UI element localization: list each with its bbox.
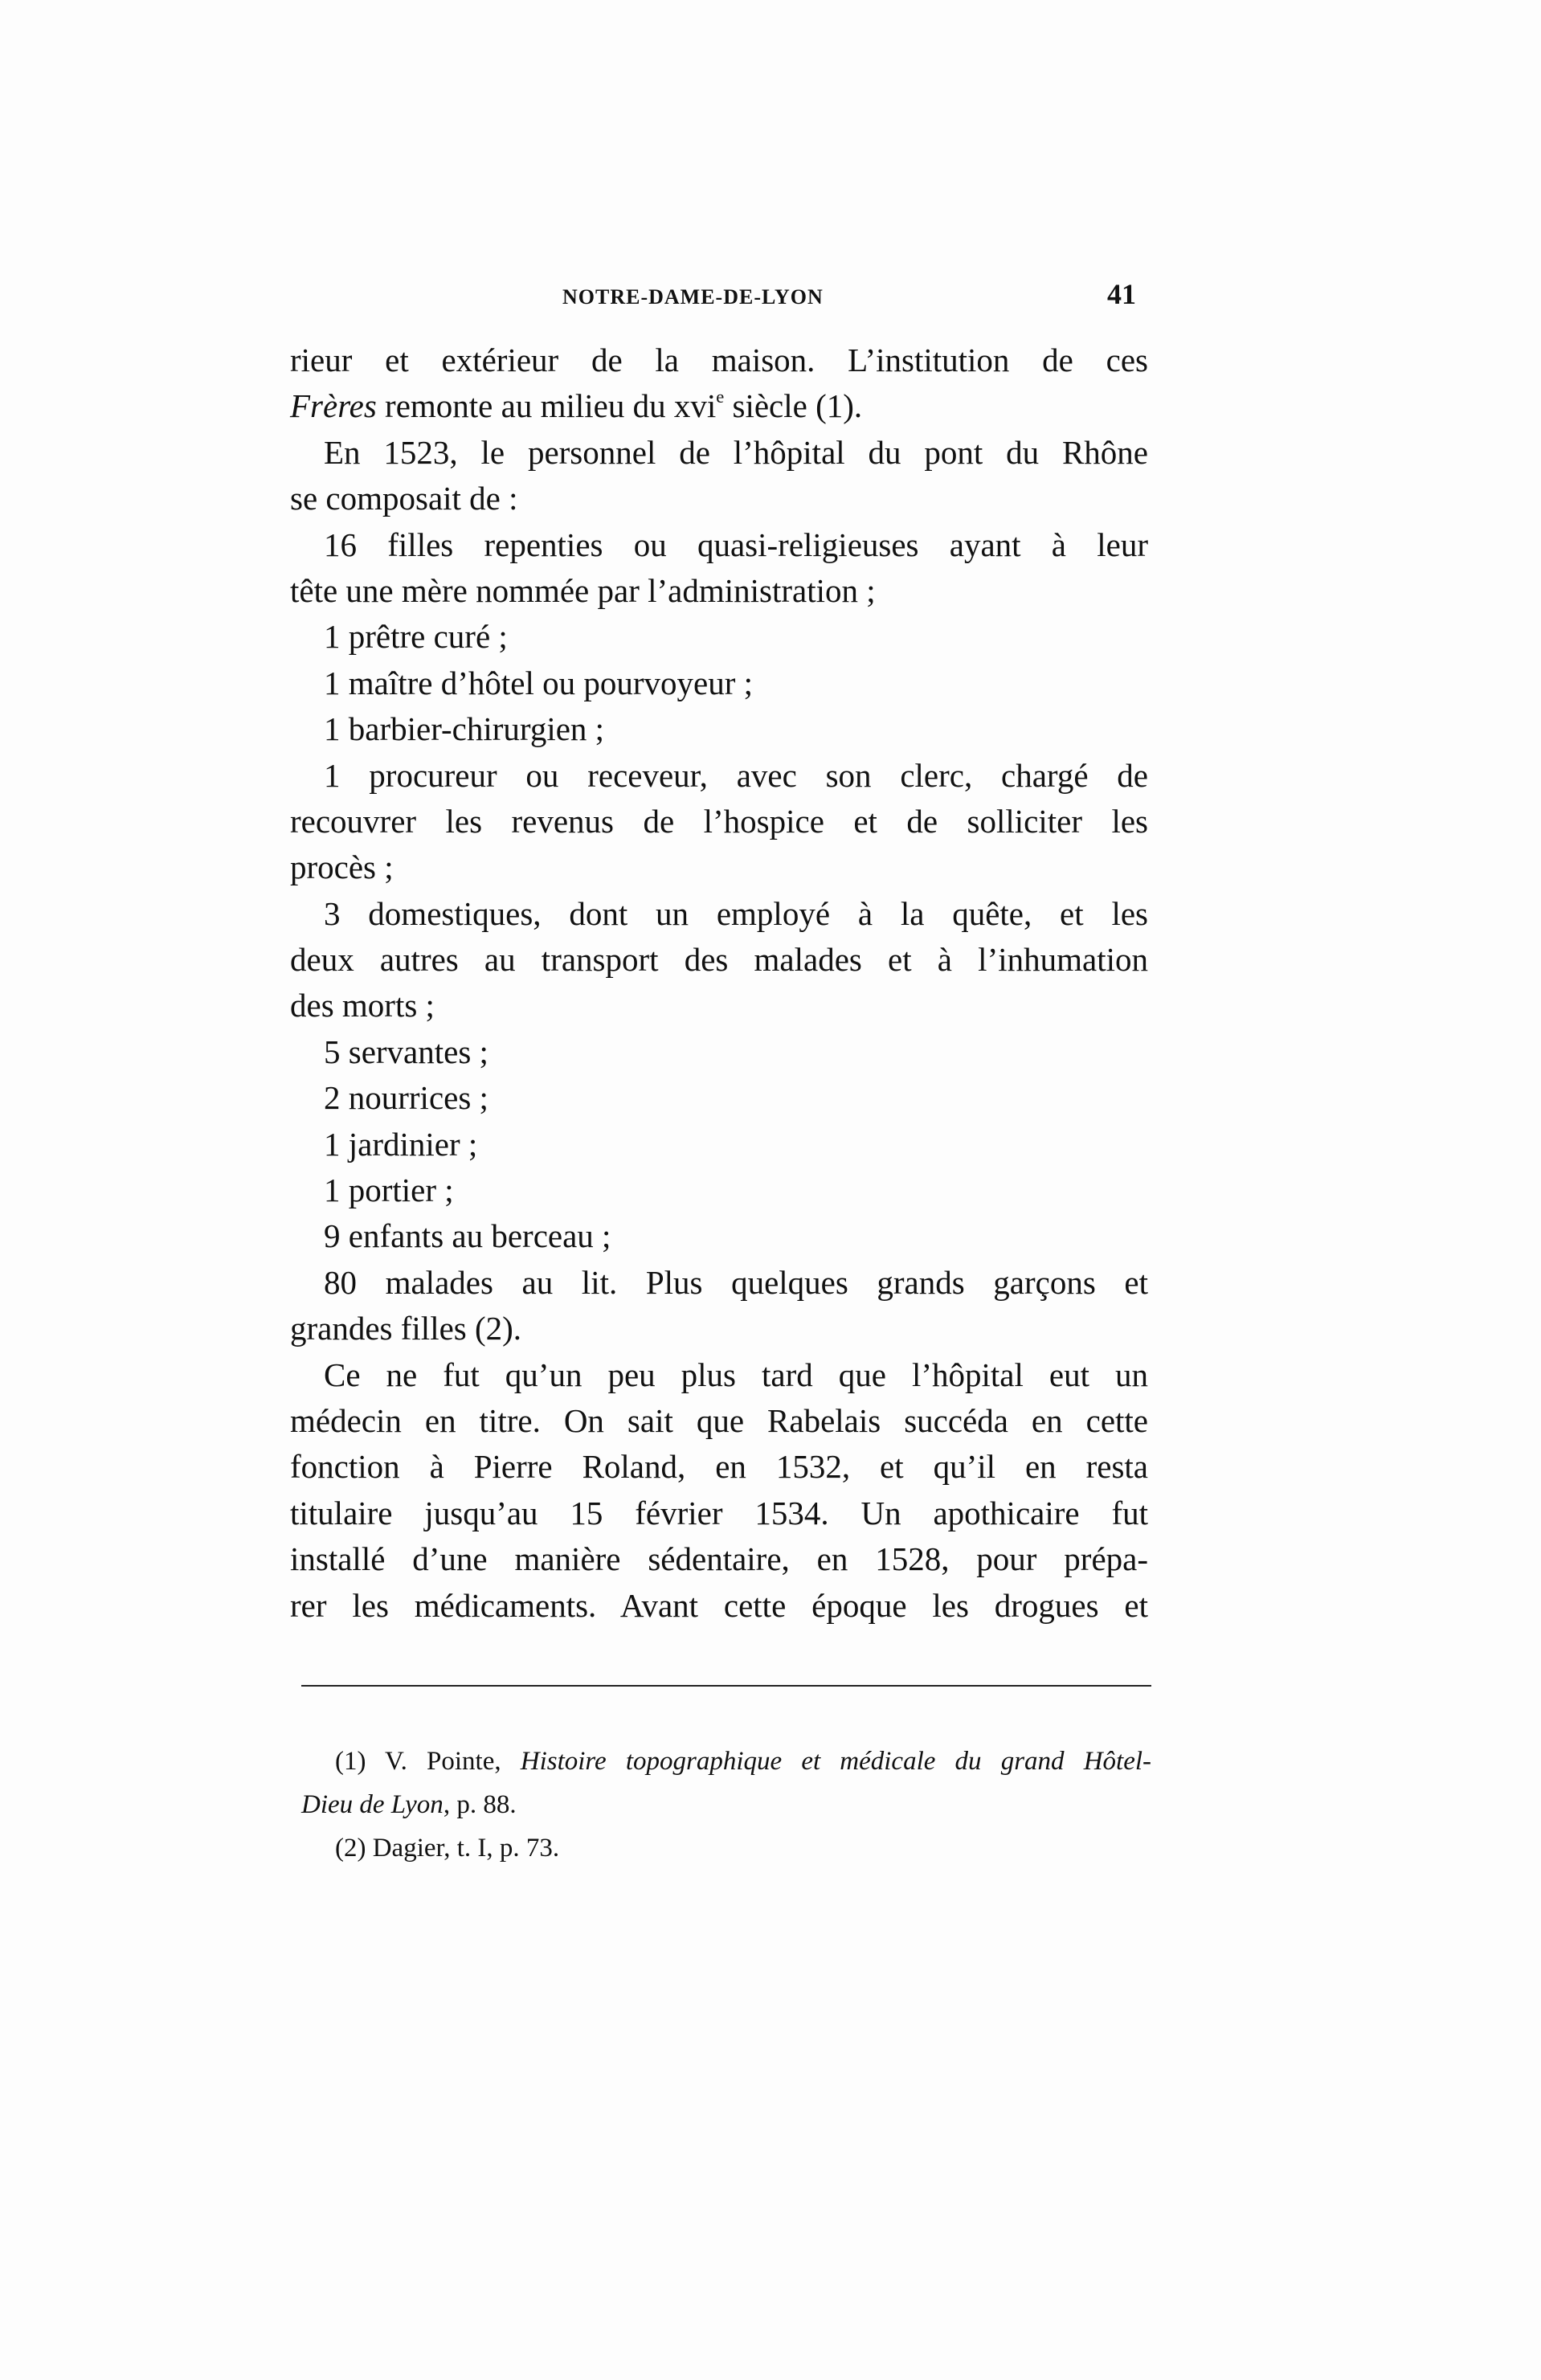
text-line [290,1306,1148,1352]
text-segment: 5 servantes ; [324,1033,488,1070]
text-line [290,430,1148,476]
text-line [290,1260,1148,1306]
text-line [290,522,1148,568]
text-line [290,983,1148,1028]
text-segment: En 1523, le personnel de l’hôpital du pont du Rhône [324,433,1148,471]
text-segment: , p. 88. [443,1790,517,1819]
text-segment: 1 jardinier ; [324,1125,478,1163]
text-segment: rer les médicaments. Avant cette époque les drogues et [290,1586,1148,1624]
text-segment: 1 barbier-chirurgien ; [324,710,605,748]
text-line [290,1075,1148,1121]
text-segment: Ce ne fut qu’un peu plus tard que l’hôpital eut un [324,1356,1148,1393]
text-line [290,1352,1148,1398]
text-segment: 1 prêtre curé ; [324,618,508,656]
text-line [290,383,1148,429]
text-segment: tête une mère nommée par l’administration ; [290,571,876,609]
text-segment: fonction à Pierre Roland, en 1532, et qu’il en resta [290,1448,1148,1486]
text-line [290,337,1148,383]
text-line [290,1213,1148,1259]
text-line [290,1536,1148,1582]
text-line [290,1398,1148,1444]
italic-text: Dieu de Lyon [301,1790,443,1819]
text-line [290,799,1148,844]
text-segment: 9 enfants au berceau ; [324,1217,611,1255]
text-segment: 3 domestiques, dont un employé à la quête, et les [324,894,1148,932]
text-line [290,1168,1148,1213]
text-segment: recouvrer les revenus de l’hospice et de solliciter les [290,802,1148,840]
text-segment: siècle (1). [724,387,863,425]
text-line [290,706,1148,752]
text-segment: grandes filles (2). [290,1310,522,1347]
page-number: 41 [1107,278,1136,310]
text-segment: se composait de : [290,480,518,517]
text-segment: (2) Dagier, t. I, p. 73. [335,1834,560,1863]
text-segment: des morts ; [290,987,435,1024]
italic-text: Histoire topographique et médicale du grand Hôtel- [520,1747,1151,1776]
body-text [290,337,1148,1629]
text-line [290,1491,1148,1536]
text-line [290,844,1148,890]
text-line [290,1444,1148,1490]
text-line [290,614,1148,660]
text-line [290,1583,1148,1629]
text-segment: 16 filles repenties ou quasi-religieuses ayant à leur [324,525,1148,563]
text-line [290,891,1148,937]
text-segment: deux autres au transport des malades et à l’inhumation [290,941,1148,979]
text-segment: 1 procureur ou receveur, avec son clerc, chargé de [324,756,1148,794]
text-segment: 80 malades au lit. Plus quelques grands garçons et [324,1263,1148,1301]
text-segment: procès ; [290,849,394,886]
text-segment: 1 maître d’hôtel ou pourvoyeur ; [324,664,754,701]
text-line [290,476,1148,521]
text-segment: (1) V. Pointe, [335,1747,521,1776]
text-segment: titulaire jusqu’au 15 février 1534. Un apothicaire fut [290,1494,1148,1531]
italic-text: Frères [290,387,377,425]
text-segment: 1 portier ; [324,1172,454,1209]
text-line [290,753,1148,799]
footnote-divider [301,1685,1151,1687]
text-segment: médecin en titre. On sait que Rabelais succéda en cette [290,1401,1148,1439]
text-line [290,937,1148,983]
text-line [290,1029,1148,1075]
text-segment: remonte au milieu du xvi [376,387,717,425]
footnote-line [301,1826,1151,1870]
text-line [290,660,1148,706]
text-segment: 2 nourrices ; [324,1079,488,1117]
footnotes [301,1740,1151,1870]
text-line [290,1122,1148,1168]
text-line [290,568,1148,614]
footnote-line [301,1740,1151,1783]
superscript: e [716,386,725,407]
footnote-line [301,1783,1151,1826]
text-segment: installé d’une manière sédentaire, en 1528, pour prépa- [290,1540,1148,1578]
text-segment: rieur et extérieur de la maison. L’institution de ces [290,341,1148,378]
running-head: NOTRE-DAME-DE-LYON [562,285,824,309]
